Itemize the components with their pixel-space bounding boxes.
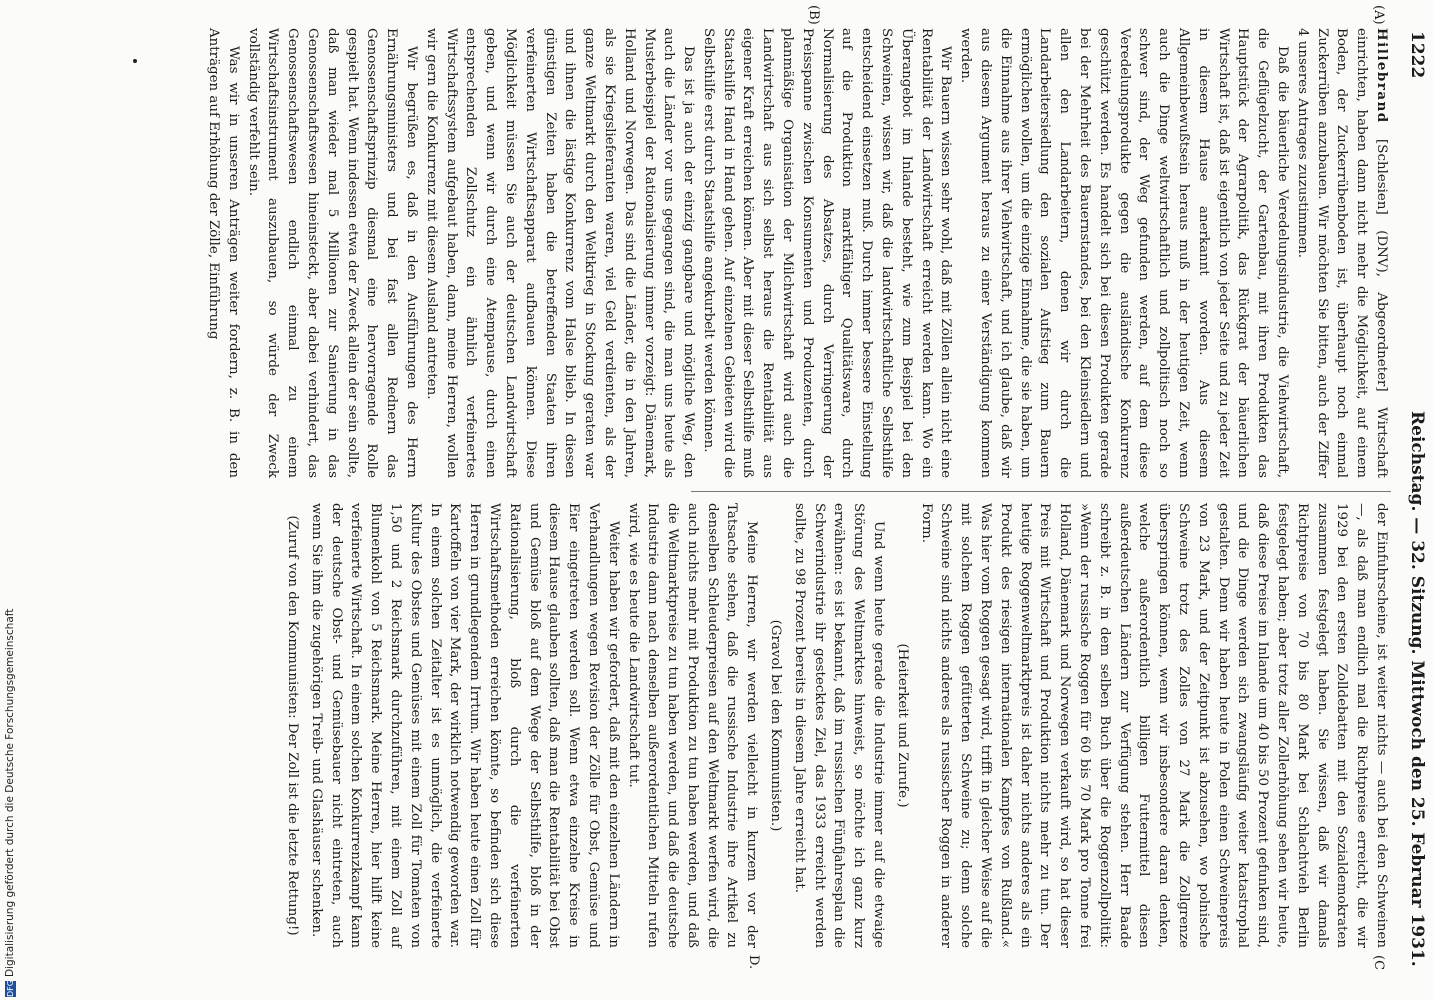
digitization-credit	[4, 397, 20, 997]
margin-mark-b: (B)	[806, 5, 821, 25]
page-header	[1401, 31, 1427, 967]
margin-mark-a: (A)	[1371, 5, 1386, 25]
margin-mark-d: D.	[746, 955, 761, 970]
interjection: (Zuruf von den Kommunisten: Der Zoll ist die letzte Rettung!)	[284, 515, 300, 936]
paragraph	[1292, 28, 1391, 478]
margin-mark-c: (C	[1371, 955, 1386, 971]
credit-text: Digitalisierung gefördert durch die Deutsche Forschungsgemeinschaft	[4, 608, 16, 977]
rotated-page-content	[46, 3, 1434, 978]
paragraph: Und wenn heute gerade die Industrie immer auf die etwaige Störung des Weltmarktes hinweist, so möchte ich ganz kurz erwähnen: es ist bekannt, daß im russischen Fünfjahresplan die Schwerindustrie ihr gestecktes Ziel, das 1933 erreicht werden sollte, zu 98 Prozent bereits in diesem Jahre erreicht hat.	[791, 503, 887, 948]
column-divider	[691, 491, 1391, 492]
speaker-name: Hillebrand	[1374, 28, 1390, 124]
speaker-suffix: [Schlesien] (DNV), Abgeordneter]	[1374, 123, 1389, 392]
paragraph-text: Wirtschaft einrichten, haben dann nicht mehr die Möglichkeit, auf einem Boden, der Zuckerrübenboden ist, überhaupt noch einmal Zuckerrüben anzubauen. Wir möchten Sie bitten, auch der Ziffer 4 unseres Antrages zuzustimmen.	[1294, 28, 1389, 478]
paragraph: Wir Bauern wissen sehr wohl, daß mit Zöllen allein nicht eine Rentabilität der Landwirtschaft erreicht werden kann. Wo ein Überangebot im Inlande besteht, wie zum Beispiel bei den Schweinen, wissen wir, daß die landwirtschaftliche Selbsthilfe entscheidend einsetzen muß. Durch immer bessere Einstellung auf die Produktion marktfähiger Qualitätsware, durch Normalisierung des Absatzes, durch Verringerung der Preisspanne zwischen Konsumenten und Produzenten, durch planmäßige Organisation der Milchwirtschaft wird auch die Landwirtschaft aus sich selbst heraus die Rentabilität aus eigener Kraft erreichen können. Aber mit dieser Selbsthilfe muß Staatshilfe Hand in Hand gehen. Auf einzelnen Gebieten wird die Selbsthilfe erst durch Staatshilfe angekurbelt werden können.	[700, 28, 954, 478]
paragraph: Wir begrüßen es, daß in den Ausführungen des Herrn Ernährungsministers und bei fast allen Rednern das Genossenschaftsprinzip diesmal eine hervorragende Rolle gespielt hat. Wenn indessen etwa der Zweck allein der sein sollte, daß man wieder mal 5 Millionen zur Sanierung in das Genossenschaftswesen hineinsteckt, aber dabei verhindert, das Genossenschaftswesen endlich einmal zu einem Wirtschaftsinstrument auszubauen, so würde der Zweck vollständig verfehlt sein.	[245, 28, 419, 478]
text-column-left	[61, 28, 1391, 478]
running-title: Reichstag. — 32. Sitzung. Mittwoch den 25. Februar 1931.	[1407, 411, 1427, 967]
paragraph: Weiter haben wir gefordert, daß mit den einzelnen Ländern in Verhandlungen wegen Revision der Zölle für Obst, Gemüse und Eier eingetreten werden soll. Wenn etwa einzelne Kreise in diesem Hause glauben sollten, daß man die Rentabilität bei Obst und Gemüse bloß auf dem Wege der Selbsthilfe, bloß in der Rationalisierung, bloß durch die verfeinerten Wirtschaftsmethoden erreichen könnte, so befinden sich diese Herren in grundlegendem Irrtum. Wir haben heute einen Zoll für Kartoffeln von vier Mark, der wirklich notwendig geworden war. In einem solchen Zeitalter ist es unmöglich, die verfeinerte Kultur des Obstes und Gemüses mit einem Zoll für Tomaten von 1,50 und 2 Reichsmark durchzuführen, mit einem Zoll auf Blumenkohl von 5 Reichsmark. Meine Herren, hier hilft keine verfeinerte Wirtschaft. In einem solchen Konkurrenzkampf kann der deutsche Obst- und Gemüsebauer nicht eintreten, auch wenn Sie ihm die zugehörigen Treib- und Glashäuser schenken.	[308, 503, 621, 948]
page-number: 1222	[1407, 31, 1427, 79]
paragraph: Meine Herren, wir werden vielleicht in kurzem vor der Tatsache stehen, daß die russische Industrie ihre Artikel zu denselben Schleuderpreisen auf den Weltmarkt werfen wird, die auch nichts mehr mit Produktion zu tun haben werden, und daß die Weltmarktpreise zu tun haben werden, und daß die deutsche Industrie dann nach denselben außerordentlichen Mitteln rufen wird, wie es heute die Landwirtschaft tut.	[625, 503, 760, 948]
paragraph: Was wir in unseren Anträgen weiter fordern, z. B. in den Anträgen auf Erhöhung der Zölle, Einführung	[205, 28, 241, 478]
paragraph: Das ist ja auch der einzig gangbare und mögliche Weg, den auch die Länder vor uns gegangen sind, die man uns heute als Musterbeispiel der Rationalisierung immer vorzeigt: Dänemark, Holland und Norwegen. Das sind die Länder, die in den Jahren, als sie Kriegslieferanten waren, viel Geld verdienten, als der ganze Weltmarkt durch den Weltkrieg in Stockung geraten war und ihnen die lästige Konkurrenz vom Halse blieb. In diesen günstigen Zeiten haben die betreffenden Staaten ihren verfeinerten Wirtschaftsapparat aufbauen können. Diese Möglichkeit müssen Sie auch der deutschen Landwirtschaft geben, und wenn wir durch eine Atempause, durch einen entsprechenden Zollschutz ein ähnlich verfeinertes Wirtschaftssystem aufgebaut haben, dann, meine Herren, wollen wir gern die Konkurrenz mit diesem Ausland antreten.	[423, 28, 697, 478]
dfg-logo-icon: DFG	[5, 980, 15, 997]
paragraph: der Einfuhrscheine, ist weiter nichts — auch bei den Schweinen —, als daß man endlich mal die Richtpreise erreicht, die wir 1929 bei den ersten Zolldebatten mit den Sozialdemokraten zusammen festgelegt haben. Sie wissen, daß wir damals Richtpreise von 70 bis 80 Mark bei Schlachtvieh Berlin festgelegt haben; aber trotz aller Zollerhöhung sehen wir heute, daß diese Preise im Inlande um 40 bis 50 Prozent gefunken sind, und die Dinge werden sich zwangsläufig weiter katastrophal gestalten. Denn wir haben heute in Polen einen Schweinepreis von 23 Mark, und der Zeitpunkt ist abzusehen, wo polnische Schweine trotz des Zolles von 27 Mark die Zollgrenze überspringen können, wenn wir insbesondere daran denken, welche außerordentlich billigen Futtermittel diesen außerdeutschen Ländern zur Verfügung stehen. Herr Baade schreibt z. B. in dem selben Buch über die Roggenzollpolitik: »Wenn der russische Roggen für 60 bis 70 Mark pro Tonne frei Holland, Dänemark und Norwegen verkauft wird, so hat dieser Preis mit Wirtschaft und Produktion nichts mehr zu tun. Der heutige Roggenweltmarktpreis ist daher nichts anderes als ein Produkt des riesigen internationalen Kampfes von Rußland.« Was hier vom Roggen gesagt wird, trifft in gleicher Weise auf die mit solchem Roggen gefütterten Schweine zu; denn solche Schweine sind nichts anderes als russischer Roggen in anderer Form.	[918, 503, 1389, 948]
paragraph: Daß die bäuerliche Veredelungsindustrie, die Viehwirtschaft, die Geflügelzucht, der Gartenbau, mit ihren Produkten das Hauptstück der Agrarpolitik, das Rückgrat der bäuerlichen Wirtschaft ist, daß ist eigentlich von jeder Seite und zu jeder Zeit in diesem Hause anerkannt worden. Aus diesem Allgemeinbewußtsein heraus muß in der heutigen Zeit, wenn auch die Dinge weltwirtschaftlich und zollpolitisch noch so schwer sind, der Weg gefunden werden, auf dem diese Veredelungsprodukte gegen die ausländische Konkurrenz geschützt werden. Es handelt sich bei diesen Produkten gerade bei der Mehrheit des Bauernstandes, bei den Kleinsiedlern und allen den Landarbeitern, denen wir durch die Landarbeitersiedlung den sozialen Aufstieg zum Bauern ermöglichen wollen, um die einzige Einnahme, die sie haben, um die Einnahme aus ihrer Viehwirtschaft, und ich glaube, daß wir aus diesem Argument heraus zu einer Verständigung kommen werden.	[958, 28, 1291, 478]
interjection: (Heiterkeit und Zurufe.)	[894, 643, 910, 808]
interjection: (Gravol bei den Kommunisten.)	[768, 619, 784, 832]
text-column-right	[61, 503, 1391, 948]
